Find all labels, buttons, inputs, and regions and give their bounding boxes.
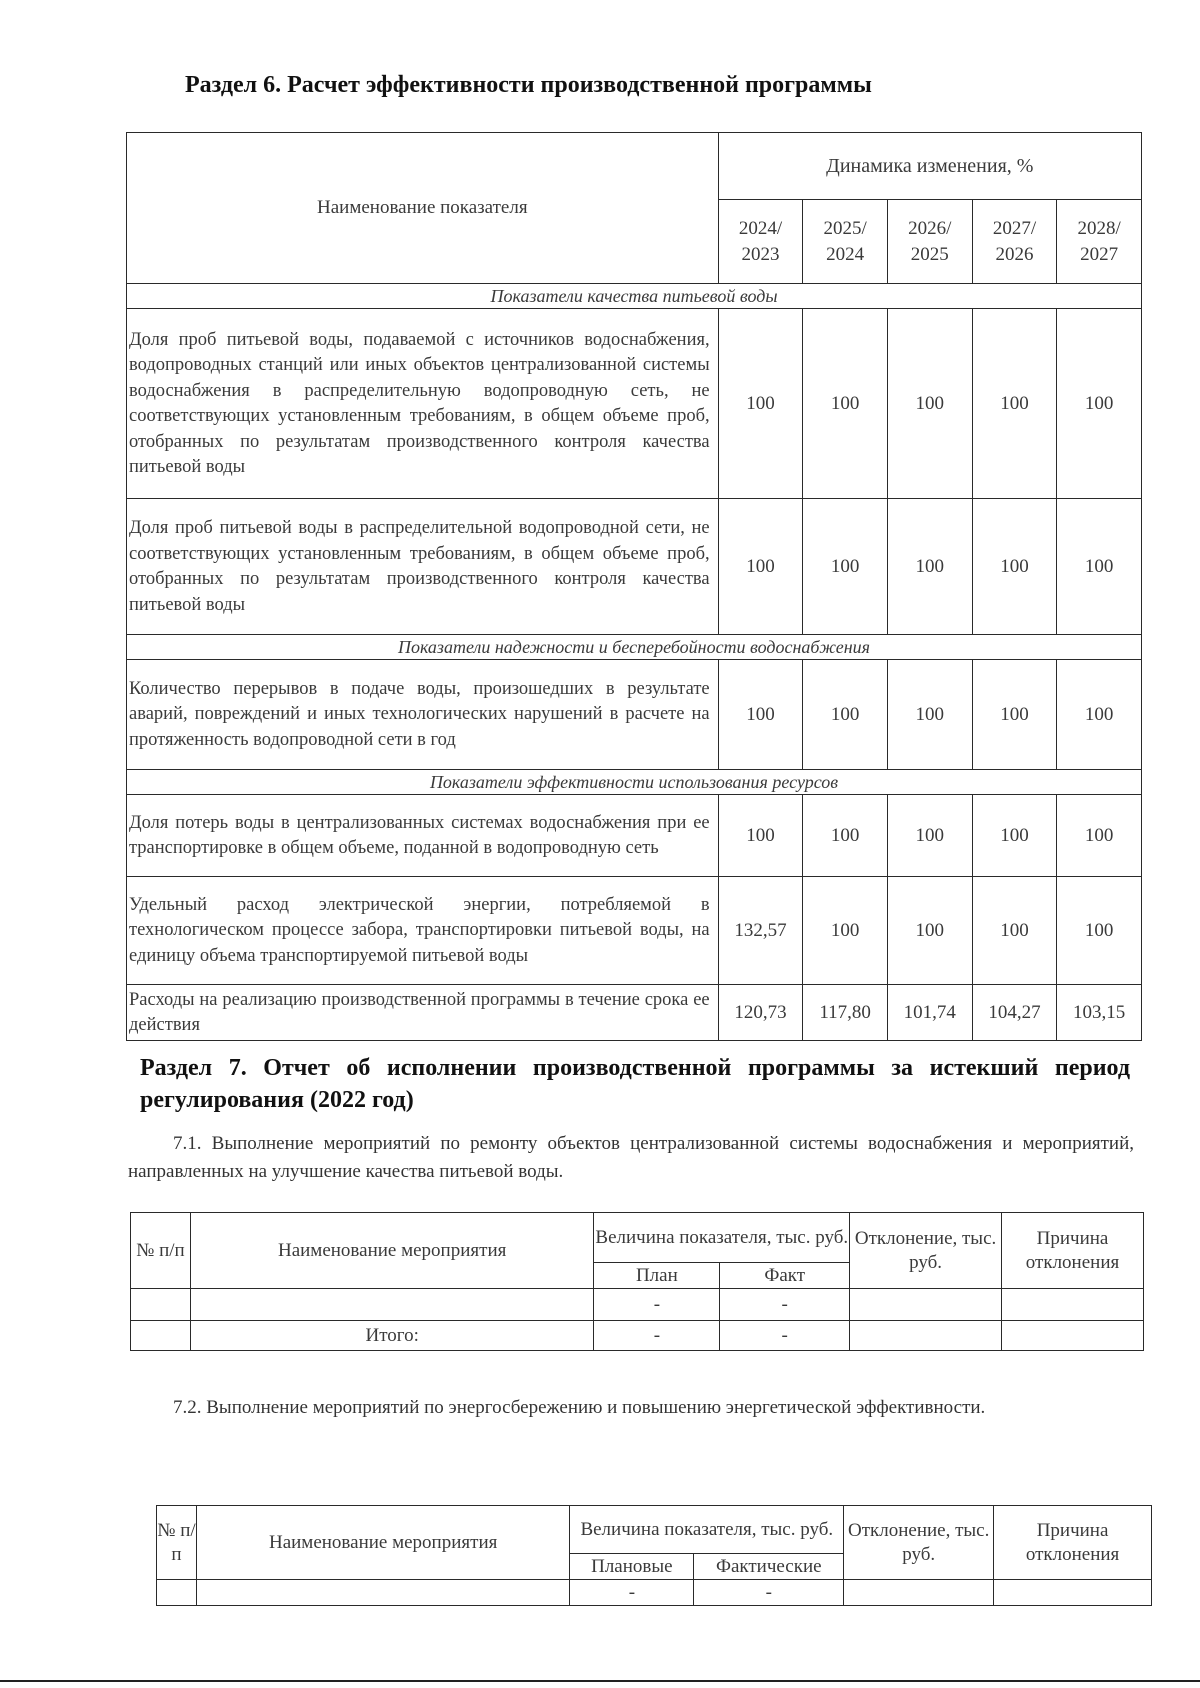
group-title: Показатели эффективности использования ресурсов xyxy=(127,770,1142,795)
indicator-value: 100 xyxy=(1057,309,1142,499)
indicator-value: 100 xyxy=(972,309,1057,499)
indicator-value: 100 xyxy=(718,499,803,635)
indicator-value: 100 xyxy=(1057,499,1142,635)
indicator-value: 100 xyxy=(972,795,1057,877)
indicator-value: 101,74 xyxy=(887,985,972,1041)
table-row xyxy=(131,1289,1144,1321)
paragraph-7-2: 7.2. Выполнение мероприятий по энергосбережению и повышению энергетической эффективности. xyxy=(173,1397,986,1418)
plan-value: - xyxy=(570,1580,694,1606)
header-indicator-name: Наименование показателя xyxy=(127,133,719,284)
total-fact: - xyxy=(720,1321,850,1351)
paragraph-7-1: 7.1. Выполнение мероприятий по ремонту объектов централизованной системы водоснабжения и мероприятий, направленных на улучшение качества питьевой воды. xyxy=(128,1133,1134,1182)
group-title: Показатели надежности и бесперебойности водоснабжения xyxy=(127,635,1142,660)
page-bottom-rule xyxy=(0,1680,1200,1682)
fact-value: - xyxy=(720,1289,850,1321)
energy-saving-table xyxy=(156,1505,1152,1606)
indicator-name: Доля потерь воды в централизованных системах водоснабжения при ее транспортировке в общем объеме, поданной в водопроводную сеть xyxy=(127,795,719,877)
indicator-value: 100 xyxy=(887,795,972,877)
section-7-title: Раздел 7. Отчет об исполнении производственной программы за истекший период регулирования (2022 год) xyxy=(140,1055,1130,1113)
fact-value: - xyxy=(694,1580,844,1606)
indicator-value: 100 xyxy=(803,499,888,635)
indicator-value: 104,27 xyxy=(972,985,1057,1041)
indicator-value: 100 xyxy=(972,877,1057,985)
header-measure-name: Наименование мероприятия xyxy=(196,1506,569,1580)
indicator-value: 100 xyxy=(718,660,803,770)
header-deviation: Отклонение, тыс. руб. xyxy=(850,1213,1002,1289)
table-row xyxy=(127,795,1142,877)
indicator-value: 103,15 xyxy=(1057,985,1142,1041)
table-row xyxy=(127,499,1142,635)
header-dynamics: Динамика изменения, % xyxy=(718,133,1141,200)
table-row xyxy=(157,1580,1152,1606)
header-reason: Причина отклонения xyxy=(994,1506,1152,1580)
header-deviation: Отклонение, тыс. руб. xyxy=(844,1506,994,1580)
indicator-value: 100 xyxy=(718,309,803,499)
header-year: 2024/ 2023 xyxy=(718,200,803,284)
indicator-value: 117,80 xyxy=(803,985,888,1041)
efficiency-table xyxy=(126,132,1142,1041)
header-plan: Плановые xyxy=(570,1554,694,1580)
indicator-name: Доля проб питьевой воды, подаваемой с источников водоснабжения, водопроводных станций или иных объектов централизованной системы водоснабжения в распределительную водопроводную сеть, не соответствующих установленным требованиям, в общем объеме проб, отобранных по результатам производственного контроля качества питьевой воды xyxy=(127,309,719,499)
plan-value: - xyxy=(594,1289,720,1321)
indicator-name: Расходы на реализацию производственной программы в течение срока ее действия xyxy=(127,985,719,1041)
header-number: № п/п xyxy=(131,1213,191,1289)
indicator-value: 100 xyxy=(887,499,972,635)
table-row xyxy=(127,309,1142,499)
header-plan: План xyxy=(594,1263,720,1289)
header-year: 2025/ 2024 xyxy=(803,200,888,284)
header-year: 2028/ 2027 xyxy=(1057,200,1142,284)
header-fact: Фактические xyxy=(694,1554,844,1580)
total-plan: - xyxy=(594,1321,720,1351)
header-year: 2026/ 2025 xyxy=(887,200,972,284)
table-row xyxy=(127,877,1142,985)
indicator-name: Доля проб питьевой воды в распределительной водопроводной сети, не соответствующих установленным требованиям, в общем объеме проб, отобранных по результатам производственного контроля качества питьевой воды xyxy=(127,499,719,635)
table-row xyxy=(127,660,1142,770)
indicator-value: 100 xyxy=(718,795,803,877)
indicator-value: 100 xyxy=(887,660,972,770)
indicator-value: 100 xyxy=(972,660,1057,770)
indicator-value: 100 xyxy=(887,877,972,985)
table-row xyxy=(127,985,1142,1041)
indicator-value: 100 xyxy=(1057,795,1142,877)
indicator-value: 100 xyxy=(803,309,888,499)
header-year: 2027/ 2026 xyxy=(972,200,1057,284)
repair-measures-table xyxy=(130,1212,1144,1351)
indicator-value: 100 xyxy=(1057,877,1142,985)
header-fact: Факт xyxy=(720,1263,850,1289)
indicator-value: 100 xyxy=(803,877,888,985)
header-value: Величина показателя, тыс. руб. xyxy=(570,1506,844,1554)
indicator-name: Количество перерывов в подаче воды, произошедших в результате аварий, повреждений и иных технологических нарушений в расчете на протяженность водопроводной сети в год xyxy=(127,660,719,770)
header-measure-name: Наименование мероприятия xyxy=(190,1213,594,1289)
indicator-value: 100 xyxy=(887,309,972,499)
indicator-value: 100 xyxy=(803,795,888,877)
header-number: № п/п xyxy=(157,1506,197,1580)
indicator-name: Удельный расход электрической энергии, потребляемой в технологическом процессе забора, транспортировки питьевой воды, на единицу объема транспортируемой питьевой воды xyxy=(127,877,719,985)
header-value: Величина показателя, тыс. руб. xyxy=(594,1213,850,1263)
group-title: Показатели качества питьевой воды xyxy=(127,284,1142,309)
indicator-value: 132,57 xyxy=(718,877,803,985)
indicator-value: 120,73 xyxy=(718,985,803,1041)
indicator-value: 100 xyxy=(972,499,1057,635)
table-row-total xyxy=(131,1321,1144,1351)
total-label: Итого: xyxy=(190,1321,594,1351)
header-reason: Причина отклонения xyxy=(1002,1213,1144,1289)
section-6-title: Раздел 6. Расчет эффективности производственной программы xyxy=(185,72,872,98)
indicator-value: 100 xyxy=(803,660,888,770)
indicator-value: 100 xyxy=(1057,660,1142,770)
